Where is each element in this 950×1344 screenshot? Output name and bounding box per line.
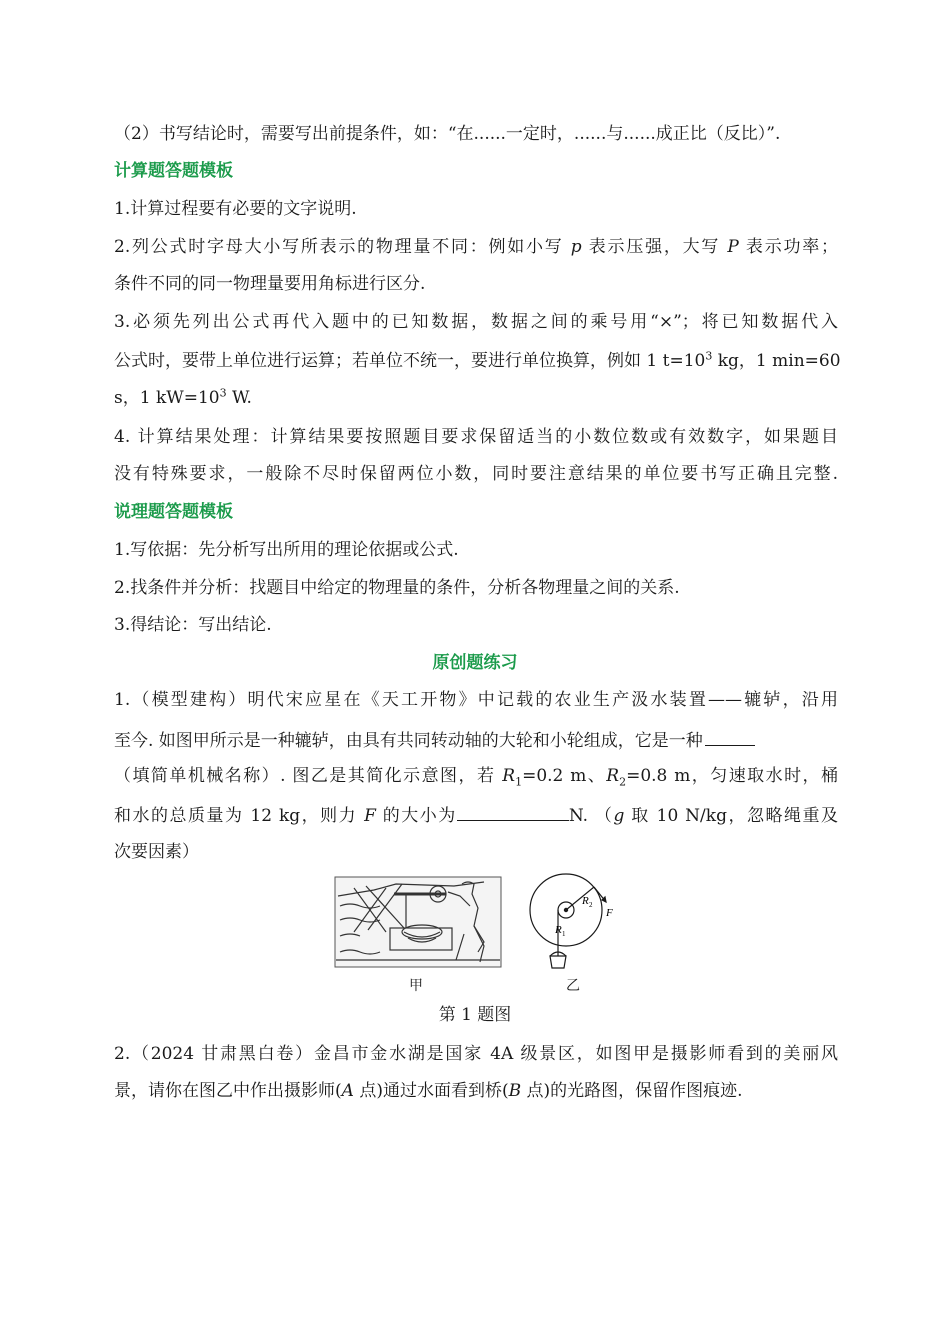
- windlass-schematic: [524, 870, 624, 972]
- q2-line-1: 2.（2024 甘肃黑白卷）金昌市金水湖是国家 4A 级景区，如图甲是摄影师看到的美丽风: [114, 1044, 838, 1064]
- calc-item-4-line-1: 4. 计算结果处理：计算结果要按照题目要求保留适当的小数位数或有效数字，如果题目: [114, 427, 838, 447]
- q1-line-2: 至今. 如图甲所示是一种辘轳，由具有共同转动轴的大轮和小轮组成，它是一种: [114, 728, 838, 752]
- reason-item-2: 2.找条件并分析：找题目中给定的物理量的条件，分析各物理量之间的关系.: [114, 578, 680, 598]
- q1-line-3: （填简单机械名称）. 图乙是其简化示意图，若 $R_1=0.2$ m、$R_2=0.8$ m，匀速取水时，桶: [114, 766, 838, 789]
- label-force-f: F: [606, 907, 613, 919]
- reason-item-3: 3.得结论：写出结论.: [114, 615, 272, 635]
- reason-item-1: 1.写依据：先分析写出所用的理论依据或公式.: [114, 540, 459, 560]
- q1-line-4: 和水的总质量为 12 kg，则力 F 的大小为 N. （g 取 10 N/kg，忽略绳重及: [114, 803, 838, 827]
- figure-caption: 第 1 题图: [438, 1005, 512, 1025]
- q1-line-5: 次要因素）: [114, 842, 199, 862]
- q1-answer-blank[interactable]: [457, 803, 569, 821]
- calc-item-4-line-2: 没有特殊要求，一般除不尽时保留两位小数，同时要注意结果的单位要书写正确且完整.: [114, 464, 838, 484]
- svg-text:1: 1: [562, 930, 566, 938]
- windlass-illustration: [334, 876, 502, 968]
- calc-item-3-line-3: s，1 $kW=10^3$ W.: [114, 386, 252, 408]
- calc-item-3-line-1: 3.必须先列出公式再代入题中的已知数据，数据之间的乘号用“×”；将已知数据代入: [114, 312, 838, 332]
- reason-template-heading: 说理题答题模板: [114, 502, 233, 522]
- figure-label-yi: 乙: [566, 978, 580, 994]
- q1-line-1: 1.（模型建构）明代宋应星在《天工开物》中记载的农业生产汲水装置——辘轳，沿用: [114, 690, 838, 710]
- calc-item-1: 1.计算过程要有必要的文字说明.: [114, 199, 357, 219]
- svg-text:2: 2: [589, 901, 593, 909]
- figure-label-jia: 甲: [409, 978, 423, 994]
- q2-line-2: 景，请你在图乙中作出摄影师(A 点)通过水面看到桥(B 点)的光路图，保留作图痕迹.: [114, 1081, 743, 1101]
- calc-item-2-line-2: 条件不同的同一物理量要用角标进行区分.: [114, 274, 426, 294]
- label-r2: R: [582, 895, 589, 907]
- conclusion-note: （2）书写结论时，需要写出前提条件，如：“在......一定时，......与......成正比（反比）”.: [114, 124, 781, 144]
- calc-item-3-line-2: 公式时，要带上单位进行运算；若单位不统一，要进行单位换算，例如 1 $t=10^3$ kg，1 min=60: [114, 349, 841, 371]
- practice-heading: 原创题练习: [432, 653, 518, 673]
- calc-item-2-line-1: 2.列公式时字母大小写所表示的物理量不同：例如小写 p 表示压强，大写 P 表示功率；: [114, 237, 838, 257]
- calc-template-heading: 计算题答题模板: [114, 161, 233, 181]
- label-r1: R: [555, 924, 562, 936]
